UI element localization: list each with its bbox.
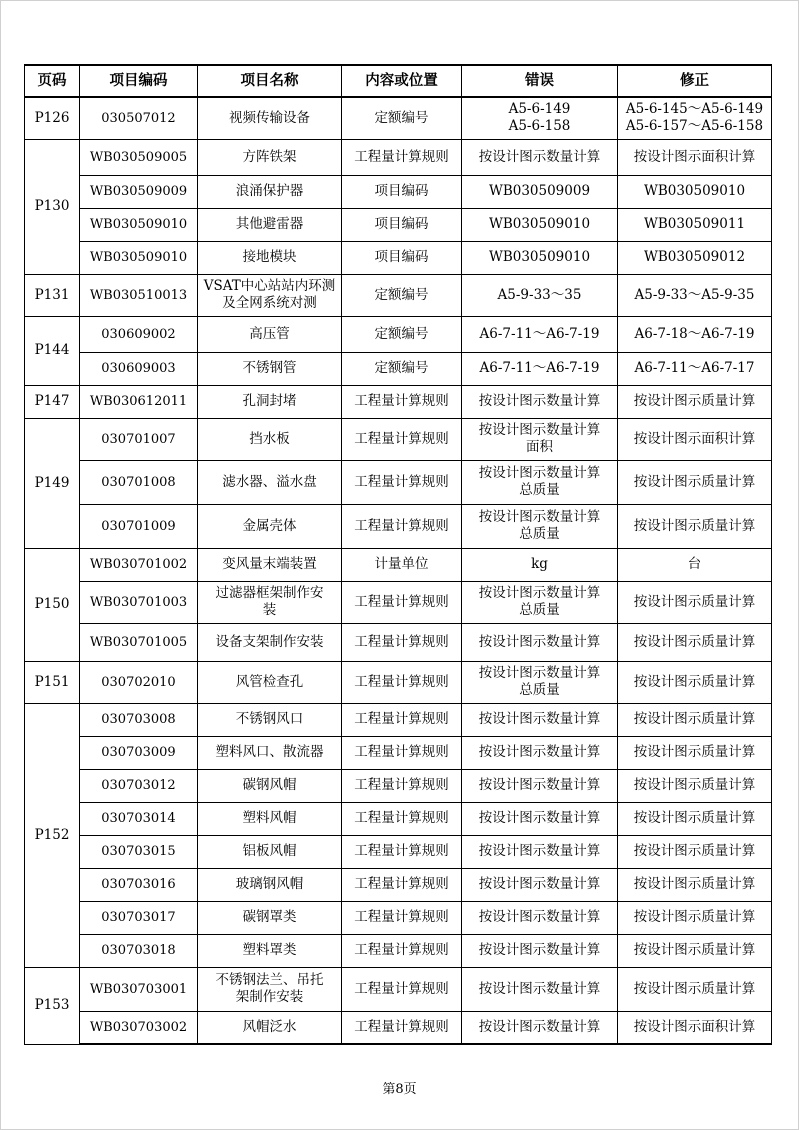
header-code: 项目编码 <box>80 65 198 97</box>
name-cell-line: 过滤器框架制作安 <box>215 585 324 601</box>
error-cell <box>462 868 618 901</box>
error-cell-line: 按设计图示数量计算 <box>478 744 601 760</box>
name-cell-line: 其他避雷器 <box>235 216 304 232</box>
correction-cell <box>618 581 772 623</box>
name-cell <box>198 208 342 241</box>
table-row <box>25 802 772 835</box>
correction-cell <box>618 460 772 504</box>
table-row <box>25 97 772 139</box>
name-cell-line: 架制作安装 <box>235 989 304 1005</box>
location-cell: 工程量计算规则 <box>342 835 462 868</box>
table-row <box>25 460 772 504</box>
name-cell-line: 塑料罩类 <box>242 942 297 958</box>
code-cell: 030703014 <box>80 802 198 835</box>
table-row <box>25 418 772 460</box>
name-cell-line: 碳钢罩类 <box>242 909 297 925</box>
code-cell: 030701009 <box>80 504 198 548</box>
correction-cell-line: 按设计图示质量计算 <box>633 633 756 650</box>
correction-cell-line: 按设计图示质量计算 <box>633 393 756 409</box>
correction-cell-line: 按设计图示质量计算 <box>633 473 756 490</box>
code-cell: 030703012 <box>80 769 198 802</box>
name-cell <box>198 835 342 868</box>
page-cell: P150 <box>25 548 80 661</box>
error-cell-line: A5-6-149 <box>508 101 571 118</box>
correction-cell-line: A5-9-33～A5-9-35 <box>634 286 755 303</box>
header-location: 内容或位置 <box>342 65 462 97</box>
error-cell <box>462 769 618 802</box>
table-row <box>25 581 772 623</box>
name-cell-line: 设备支架制作安装 <box>215 633 324 650</box>
table-row <box>25 967 772 1011</box>
error-cell-line: 按设计图示数量计算 <box>478 909 601 925</box>
correction-cell <box>618 736 772 769</box>
page-cell: P149 <box>25 418 80 548</box>
header-correction: 修正 <box>618 65 772 97</box>
table-row <box>25 661 772 703</box>
table-row <box>25 504 772 548</box>
code-cell: 030703009 <box>80 736 198 769</box>
error-cell-line: 按设计图示数量计算 <box>478 711 601 727</box>
name-cell-line: 接地模块 <box>242 249 297 265</box>
name-cell-line: 铝板风帽 <box>242 843 297 859</box>
correction-cell-line: WB030509012 <box>643 249 746 265</box>
error-cell <box>462 139 618 175</box>
error-cell <box>462 967 618 1011</box>
header-row <box>25 65 772 97</box>
table-row <box>25 901 772 934</box>
code-cell: WB030509009 <box>80 175 198 208</box>
name-cell-line: 风帽泛水 <box>242 1018 297 1035</box>
error-cell-line: 按设计图示数量计算 <box>478 1018 601 1035</box>
name-cell <box>198 316 342 352</box>
name-cell-line: VSAT中心站站内环测 <box>203 278 336 294</box>
name-cell-line: 风管检查孔 <box>235 673 304 690</box>
correction-cell <box>618 835 772 868</box>
error-cell-line: 面积 <box>526 439 553 455</box>
error-cell <box>462 934 618 967</box>
page-cell: P153 <box>25 967 80 1044</box>
error-cell-line: 按设计图示数量计算 <box>478 980 601 997</box>
location-cell: 定额编号 <box>342 352 462 385</box>
name-cell <box>198 385 342 418</box>
error-cell <box>462 241 618 274</box>
name-cell <box>198 548 342 581</box>
name-cell <box>198 418 342 460</box>
location-cell: 工程量计算规则 <box>342 139 462 175</box>
correction-cell-line: 按设计图示面积计算 <box>633 430 756 447</box>
location-cell: 定额编号 <box>342 97 462 139</box>
code-cell: 030702010 <box>80 661 198 703</box>
error-cell <box>462 504 618 548</box>
correction-cell <box>618 316 772 352</box>
table-row <box>25 352 772 385</box>
correction-cell-line: 按设计图示质量计算 <box>633 843 756 859</box>
correction-cell-line: WB030509011 <box>643 216 746 232</box>
location-cell: 项目编码 <box>342 241 462 274</box>
error-cell-line: A5-6-158 <box>508 118 571 135</box>
location-cell: 工程量计算规则 <box>342 581 462 623</box>
correction-cell-line: 按设计图示面积计算 <box>633 148 756 165</box>
correction-cell-line: 按设计图示质量计算 <box>633 777 756 793</box>
name-cell-line: 不锈钢法兰、吊托 <box>215 972 324 988</box>
name-cell-line: 玻璃钢风帽 <box>235 876 304 892</box>
table-row <box>25 316 772 352</box>
name-cell <box>198 703 342 736</box>
name-cell <box>198 175 342 208</box>
error-cell <box>462 581 618 623</box>
error-cell-line: WB030509010 <box>488 249 591 265</box>
error-cell-line: A5-9-33～35 <box>497 286 582 303</box>
name-cell-line: 视频传输设备 <box>229 109 310 126</box>
correction-cell-line: 按设计图示质量计算 <box>633 909 756 925</box>
code-cell: WB030509005 <box>80 139 198 175</box>
location-cell: 工程量计算规则 <box>342 934 462 967</box>
error-cell-line: WB030509009 <box>488 183 591 199</box>
correction-cell <box>618 548 772 581</box>
name-cell <box>198 623 342 661</box>
correction-cell-line: A5-6-157～A5-6-158 <box>625 118 764 135</box>
correction-cell-line: 台 <box>687 556 702 572</box>
correction-cell-line: 按设计图示质量计算 <box>633 593 756 610</box>
name-cell <box>198 901 342 934</box>
code-cell: WB030701003 <box>80 581 198 623</box>
name-cell <box>198 1011 342 1044</box>
error-cell <box>462 661 618 703</box>
correction-cell-line: 按设计图示质量计算 <box>633 711 756 727</box>
correction-cell <box>618 241 772 274</box>
name-cell-line: 方阵铁架 <box>242 148 297 165</box>
code-cell: 030701007 <box>80 418 198 460</box>
code-cell: WB030510013 <box>80 274 198 316</box>
error-cell-line: 按设计图示数量计算 <box>478 942 601 958</box>
name-cell <box>198 967 342 1011</box>
correction-cell <box>618 352 772 385</box>
name-cell <box>198 661 342 703</box>
correction-cell <box>618 901 772 934</box>
error-cell-line: WB030509010 <box>488 216 591 232</box>
page-cell: P147 <box>25 385 80 418</box>
correction-cell <box>618 868 772 901</box>
error-cell <box>462 352 618 385</box>
code-cell: WB030701002 <box>80 548 198 581</box>
name-cell-line: 高压管 <box>249 325 290 342</box>
page-cell: P126 <box>25 97 80 139</box>
error-cell-line: A6-7-11～A6-7-19 <box>479 325 600 342</box>
page-cell: P151 <box>25 661 80 703</box>
name-cell <box>198 241 342 274</box>
error-cell-line: 按设计图示数量计算 <box>478 876 601 892</box>
name-cell-line: 变风量末端装置 <box>222 556 317 572</box>
name-cell-line: 孔洞封堵 <box>242 393 297 409</box>
error-cell-line: 按设计图示数量计算 <box>478 843 601 859</box>
location-cell: 工程量计算规则 <box>342 418 462 460</box>
error-cell-line: 总质量 <box>519 682 560 698</box>
name-cell-line: 塑料风口、散流器 <box>215 744 324 760</box>
page-number: 第8页 <box>382 1082 417 1097</box>
name-cell-line: 碳钢风帽 <box>242 777 297 793</box>
code-cell: WB030509010 <box>80 208 198 241</box>
location-cell: 工程量计算规则 <box>342 703 462 736</box>
name-cell <box>198 460 342 504</box>
name-cell-line: 滤水器、溢水盘 <box>222 473 317 490</box>
table-row <box>25 736 772 769</box>
code-cell: WB030701005 <box>80 623 198 661</box>
code-cell: 030609002 <box>80 316 198 352</box>
name-cell-line: 浪涌保护器 <box>235 183 304 199</box>
table-row <box>25 1011 772 1044</box>
name-cell <box>198 139 342 175</box>
correction-cell <box>618 274 772 316</box>
correction-cell-line: A6-7-11～A6-7-17 <box>634 360 755 376</box>
name-cell <box>198 802 342 835</box>
error-cell <box>462 97 618 139</box>
error-cell <box>462 274 618 316</box>
page-cell: P152 <box>25 703 80 967</box>
name-cell-line: 装 <box>262 602 277 618</box>
name-cell <box>198 736 342 769</box>
table-row <box>25 139 772 175</box>
correction-cell <box>618 139 772 175</box>
correction-cell-line: 按设计图示质量计算 <box>633 810 756 826</box>
code-cell: 030507012 <box>80 97 198 139</box>
error-cell <box>462 548 618 581</box>
name-cell <box>198 274 342 316</box>
correction-cell <box>618 703 772 736</box>
location-cell: 工程量计算规则 <box>342 385 462 418</box>
correction-cell <box>618 208 772 241</box>
correction-cell <box>618 661 772 703</box>
correction-cell-line: 按设计图示质量计算 <box>633 980 756 997</box>
name-cell-line: 挡水板 <box>249 430 290 447</box>
correction-cell <box>618 802 772 835</box>
location-cell: 工程量计算规则 <box>342 901 462 934</box>
correction-cell <box>618 504 772 548</box>
correction-cell <box>618 623 772 661</box>
error-cell-line: A6-7-11～A6-7-19 <box>479 360 600 376</box>
correction-cell-line: 按设计图示质量计算 <box>633 744 756 760</box>
error-cell-line: 总质量 <box>519 526 560 542</box>
location-cell: 项目编码 <box>342 208 462 241</box>
correction-cell <box>618 385 772 418</box>
error-cell <box>462 802 618 835</box>
table-row <box>25 769 772 802</box>
code-cell: 030703017 <box>80 901 198 934</box>
header-page: 页码 <box>25 65 80 97</box>
page-cell: P131 <box>25 274 80 316</box>
correction-cell <box>618 175 772 208</box>
code-cell: WB030703002 <box>80 1011 198 1044</box>
name-cell-line: 塑料风帽 <box>242 810 297 826</box>
error-cell <box>462 835 618 868</box>
table-body <box>25 97 772 1044</box>
error-cell <box>462 208 618 241</box>
correction-cell <box>618 769 772 802</box>
location-cell: 工程量计算规则 <box>342 504 462 548</box>
table-row <box>25 934 772 967</box>
correction-cell-line: A6-7-18～A6-7-19 <box>634 325 755 342</box>
error-cell <box>462 418 618 460</box>
table-row <box>25 548 772 581</box>
correction-cell-line: 按设计图示质量计算 <box>633 942 756 958</box>
error-cell <box>462 901 618 934</box>
error-cell-line: 按设计图示数量计算 <box>478 585 601 601</box>
location-cell: 工程量计算规则 <box>342 1011 462 1044</box>
code-cell: WB030703001 <box>80 967 198 1011</box>
name-cell-line: 不锈钢管 <box>242 360 297 376</box>
correction-cell <box>618 1011 772 1044</box>
code-cell: 030609003 <box>80 352 198 385</box>
name-cell <box>198 504 342 548</box>
correction-cell <box>618 418 772 460</box>
error-cell-line: 总质量 <box>519 482 560 498</box>
error-cell <box>462 736 618 769</box>
error-cell-line: kg <box>531 556 548 572</box>
correction-cell <box>618 934 772 967</box>
code-cell: 030701008 <box>80 460 198 504</box>
error-cell <box>462 385 618 418</box>
error-cell-line: 按设计图示数量计算 <box>478 148 601 165</box>
location-cell: 工程量计算规则 <box>342 661 462 703</box>
error-cell <box>462 1011 618 1044</box>
error-cell-line: 按设计图示数量计算 <box>478 777 601 793</box>
correction-cell-line: 按设计图示面积计算 <box>633 1018 756 1035</box>
location-cell: 工程量计算规则 <box>342 736 462 769</box>
table-row <box>25 835 772 868</box>
error-cell <box>462 175 618 208</box>
location-cell: 工程量计算规则 <box>342 769 462 802</box>
name-cell <box>198 868 342 901</box>
error-cell <box>462 623 618 661</box>
correction-cell <box>618 97 772 139</box>
page-cell: P130 <box>25 139 80 274</box>
location-cell: 工程量计算规则 <box>342 623 462 661</box>
error-cell-line: 按设计图示数量计算 <box>478 465 601 481</box>
code-cell: WB030509010 <box>80 241 198 274</box>
table-row <box>25 703 772 736</box>
location-cell: 定额编号 <box>342 316 462 352</box>
error-cell-line: 按设计图示数量计算 <box>478 393 601 409</box>
name-cell-line: 及全网系统对测 <box>222 295 317 311</box>
error-cell <box>462 703 618 736</box>
code-cell: 030703016 <box>80 868 198 901</box>
error-cell-line: 按设计图示数量计算 <box>478 810 601 826</box>
correction-cell <box>618 967 772 1011</box>
error-cell-line: 按设计图示数量计算 <box>478 665 601 681</box>
correction-cell-line: WB030509010 <box>643 183 746 199</box>
correction-cell-line: 按设计图示质量计算 <box>633 517 756 534</box>
header-name: 项目名称 <box>198 65 342 97</box>
name-cell <box>198 97 342 139</box>
code-cell: 030703008 <box>80 703 198 736</box>
name-cell <box>198 581 342 623</box>
header-error: 错误 <box>462 65 618 97</box>
table-row <box>25 623 772 661</box>
location-cell: 项目编码 <box>342 175 462 208</box>
location-cell: 工程量计算规则 <box>342 868 462 901</box>
error-cell <box>462 316 618 352</box>
correction-cell-line: 按设计图示质量计算 <box>633 673 756 690</box>
location-cell: 工程量计算规则 <box>342 967 462 1011</box>
code-cell: WB030612011 <box>80 385 198 418</box>
error-cell-line: 按设计图示数量计算 <box>478 422 601 438</box>
location-cell: 工程量计算规则 <box>342 802 462 835</box>
correction-cell-line: A5-6-145～A5-6-149 <box>625 101 764 118</box>
errata-table <box>24 64 772 1045</box>
name-cell <box>198 934 342 967</box>
name-cell-line: 金属壳体 <box>242 517 297 534</box>
name-cell <box>198 769 342 802</box>
correction-cell-line: 按设计图示质量计算 <box>633 876 756 892</box>
table-row <box>25 274 772 316</box>
table-row <box>25 175 772 208</box>
location-cell: 工程量计算规则 <box>342 460 462 504</box>
error-cell-line: 按设计图示数量计算 <box>478 509 601 525</box>
error-cell-line: 按设计图示数量计算 <box>478 633 601 650</box>
error-cell-line: 总质量 <box>519 602 560 618</box>
location-cell: 定额编号 <box>342 274 462 316</box>
table-row <box>25 208 772 241</box>
name-cell-line: 不锈钢风口 <box>235 711 304 727</box>
table-row <box>25 241 772 274</box>
name-cell <box>198 352 342 385</box>
table-row <box>25 385 772 418</box>
location-cell: 计量单位 <box>342 548 462 581</box>
code-cell: 030703018 <box>80 934 198 967</box>
table-row <box>25 868 772 901</box>
code-cell: 030703015 <box>80 835 198 868</box>
error-cell <box>462 460 618 504</box>
page-cell: P144 <box>25 316 80 385</box>
